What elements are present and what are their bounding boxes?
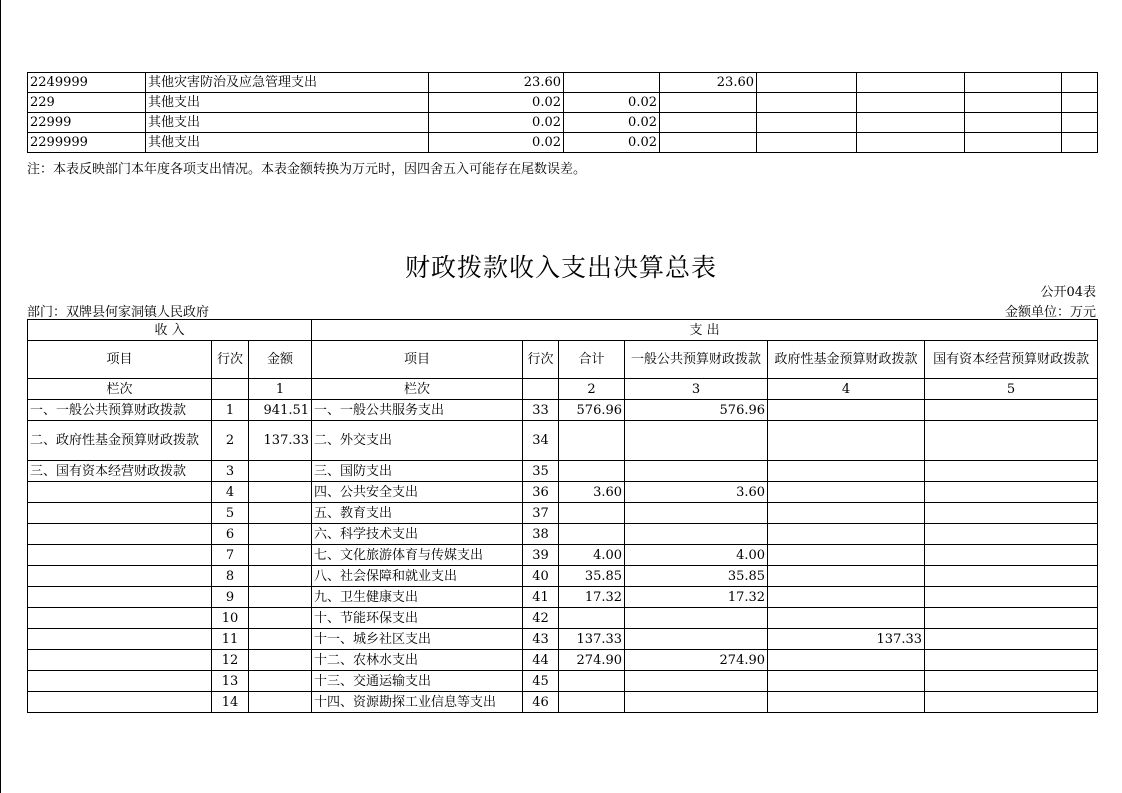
column-number-1: 1 — [249, 379, 312, 400]
expense-line-no: 46 — [523, 692, 559, 713]
expense-header: 支 出 — [312, 320, 1098, 341]
expense-total — [559, 421, 625, 461]
fund-budget-header: 政府性基金预算财政拨款 — [768, 341, 925, 379]
table-row — [28, 93, 1098, 113]
blank-cell — [757, 133, 857, 153]
expense-item: 三、国防支出 — [312, 461, 523, 482]
expense-item: 二、外交支出 — [312, 421, 523, 461]
blank-cell — [757, 93, 857, 113]
blank-cell — [965, 113, 1062, 133]
expense-line-no: 40 — [523, 566, 559, 587]
state-capital-amount — [925, 629, 1098, 650]
expense-line-no: 37 — [523, 503, 559, 524]
fund-budget-amount — [768, 421, 925, 461]
blank-cell — [857, 73, 965, 93]
project-amount — [660, 133, 757, 153]
expense-line-no: 43 — [523, 629, 559, 650]
income-item — [28, 587, 212, 608]
project-amount — [660, 113, 757, 133]
expense-item: 六、科学技术支出 — [312, 524, 523, 545]
fund-budget-amount — [768, 545, 925, 566]
page-border — [0, 0, 1, 793]
amount-unit-label: 金额单位：万元 — [1004, 305, 1096, 320]
general-budget-amount — [625, 692, 768, 713]
table-row — [28, 524, 1098, 545]
income-line-no: 8 — [212, 566, 249, 587]
income-amount — [249, 566, 312, 587]
total-amount: 23.60 — [429, 73, 564, 93]
expense-item: 十、节能环保支出 — [312, 608, 523, 629]
project-amount: 23.60 — [660, 73, 757, 93]
income-amount — [249, 692, 312, 713]
general-budget-amount: 17.32 — [625, 587, 768, 608]
income-line-no: 5 — [212, 503, 249, 524]
expense-total — [559, 608, 625, 629]
table-row — [28, 692, 1098, 713]
subject-name: 其他支出 — [146, 93, 429, 113]
income-amount: 137.33 — [249, 421, 312, 461]
general-budget-amount — [625, 461, 768, 482]
state-capital-amount — [925, 671, 1098, 692]
state-capital-amount — [925, 503, 1098, 524]
state-capital-amount — [925, 566, 1098, 587]
total-amount: 0.02 — [429, 133, 564, 153]
subject-code: 229 — [28, 93, 146, 113]
table-row — [28, 629, 1098, 650]
income-item — [28, 671, 212, 692]
expense-line-no: 38 — [523, 524, 559, 545]
table-row — [28, 482, 1098, 503]
appropriation-summary-table — [27, 319, 1098, 713]
state-capital-amount — [925, 650, 1098, 671]
general-budget-amount — [625, 608, 768, 629]
income-line-no: 3 — [212, 461, 249, 482]
column-number-3: 3 — [625, 379, 768, 400]
income-amount — [249, 482, 312, 503]
fund-budget-amount: 137.33 — [768, 629, 925, 650]
general-budget-amount: 576.96 — [625, 400, 768, 421]
blank-cell — [965, 133, 1062, 153]
income-line-no: 9 — [212, 587, 249, 608]
fund-budget-amount — [768, 692, 925, 713]
subject-name: 其他支出 — [146, 113, 429, 133]
income-column-label: 栏次 — [28, 379, 212, 400]
state-capital-amount — [925, 545, 1098, 566]
general-budget-header: 一般公共预算财政拨款 — [625, 341, 768, 379]
total-amount: 0.02 — [429, 113, 564, 133]
income-line-no: 13 — [212, 671, 249, 692]
income-item — [28, 524, 212, 545]
income-item: 一、一般公共预算财政拨款 — [28, 400, 212, 421]
income-line-header: 行次 — [212, 341, 249, 379]
expense-total — [559, 671, 625, 692]
expense-line-header: 行次 — [523, 341, 559, 379]
expense-total — [559, 524, 625, 545]
expense-item: 九、卫生健康支出 — [312, 587, 523, 608]
table-row — [28, 73, 1098, 93]
subject-name: 其他支出 — [146, 133, 429, 153]
expense-item: 四、公共安全支出 — [312, 482, 523, 503]
fund-budget-amount — [768, 524, 925, 545]
income-line-no: 7 — [212, 545, 249, 566]
general-budget-amount — [625, 671, 768, 692]
expense-total — [559, 461, 625, 482]
expense-line-no: 33 — [523, 400, 559, 421]
income-amount — [249, 524, 312, 545]
state-capital-amount — [925, 421, 1098, 461]
fund-budget-amount — [768, 587, 925, 608]
expense-column-label: 栏次 — [312, 379, 523, 400]
expense-total: 274.90 — [559, 650, 625, 671]
income-amount — [249, 461, 312, 482]
income-amount — [249, 629, 312, 650]
income-item — [28, 545, 212, 566]
general-budget-amount — [625, 503, 768, 524]
table-row — [28, 545, 1098, 566]
blank-cell — [857, 93, 965, 113]
subject-name: 其他灾害防治及应急管理支出 — [146, 73, 429, 93]
subject-code: 2299999 — [28, 133, 146, 153]
expense-item: 七、文化旅游体育与传媒支出 — [312, 545, 523, 566]
income-item — [28, 629, 212, 650]
income-line-no: 4 — [212, 482, 249, 503]
income-line-no: 6 — [212, 524, 249, 545]
expense-line-no: 39 — [523, 545, 559, 566]
blank-cell — [965, 73, 1062, 93]
column-number-5: 5 — [925, 379, 1098, 400]
table-row — [28, 133, 1098, 153]
table-row — [28, 650, 1098, 671]
state-capital-amount — [925, 400, 1098, 421]
state-capital-amount — [925, 692, 1098, 713]
expense-item: 五、教育支出 — [312, 503, 523, 524]
project-amount — [660, 93, 757, 113]
expense-line-no: 44 — [523, 650, 559, 671]
general-budget-amount: 3.60 — [625, 482, 768, 503]
income-amount — [249, 503, 312, 524]
blank-cell — [1062, 133, 1098, 153]
expense-item: 八、社会保障和就业支出 — [312, 566, 523, 587]
income-amount — [249, 671, 312, 692]
fund-budget-amount — [768, 608, 925, 629]
fund-budget-amount — [768, 503, 925, 524]
expense-item-header: 项目 — [312, 341, 523, 379]
income-amount-header: 金额 — [249, 341, 312, 379]
blank-cell — [523, 379, 559, 400]
expense-total: 17.32 — [559, 587, 625, 608]
total-header: 合计 — [559, 341, 625, 379]
income-item — [28, 608, 212, 629]
income-item-header: 项目 — [28, 341, 212, 379]
basic-amount: 0.02 — [564, 113, 660, 133]
table-note: 注：本表反映部门本年度各项支出情况。本表金额转换为万元时，因四舍五入可能存在尾数误差。 — [27, 162, 587, 177]
blank-cell — [1062, 73, 1098, 93]
table-row — [28, 461, 1098, 482]
general-budget-amount: 4.00 — [625, 545, 768, 566]
column-number-2: 2 — [559, 379, 625, 400]
income-amount: 941.51 — [249, 400, 312, 421]
income-item — [28, 503, 212, 524]
expense-line-no: 45 — [523, 671, 559, 692]
income-line-no: 10 — [212, 608, 249, 629]
state-capital-amount — [925, 608, 1098, 629]
expense-item: 十一、城乡社区支出 — [312, 629, 523, 650]
page-title: 财政拨款收入支出决算总表 — [404, 253, 717, 282]
state-capital-amount — [925, 482, 1098, 503]
table-row — [28, 113, 1098, 133]
table-row — [28, 421, 1098, 461]
income-line-no: 1 — [212, 400, 249, 421]
table-row — [28, 503, 1098, 524]
table-row — [28, 587, 1098, 608]
income-line-no: 11 — [212, 629, 249, 650]
income-item: 三、国有资本经营财政拨款 — [28, 461, 212, 482]
expense-total: 137.33 — [559, 629, 625, 650]
fund-budget-amount — [768, 400, 925, 421]
income-amount — [249, 608, 312, 629]
total-amount: 0.02 — [429, 93, 564, 113]
income-amount — [249, 587, 312, 608]
blank-cell — [1062, 93, 1098, 113]
income-item — [28, 692, 212, 713]
subject-code: 22999 — [28, 113, 146, 133]
basic-amount — [564, 73, 660, 93]
general-budget-amount — [625, 524, 768, 545]
fund-budget-amount — [768, 566, 925, 587]
expense-total: 3.60 — [559, 482, 625, 503]
subject-code: 2249999 — [28, 73, 146, 93]
expense-line-no: 36 — [523, 482, 559, 503]
expense-line-no: 34 — [523, 421, 559, 461]
department-label: 部门：双牌县何家洞镇人民政府 — [27, 305, 210, 320]
expense-item: 十三、交通运输支出 — [312, 671, 523, 692]
column-number-4: 4 — [768, 379, 925, 400]
expense-item: 十二、农林水支出 — [312, 650, 523, 671]
expense-item: 十四、资源勘探工业信息等支出 — [312, 692, 523, 713]
income-line-no: 14 — [212, 692, 249, 713]
blank-cell — [857, 133, 965, 153]
table-row — [28, 671, 1098, 692]
income-item — [28, 482, 212, 503]
fund-budget-amount — [768, 671, 925, 692]
blank-cell — [965, 93, 1062, 113]
blank-cell — [757, 113, 857, 133]
expense-line-no: 35 — [523, 461, 559, 482]
income-line-no: 2 — [212, 421, 249, 461]
income-item — [28, 650, 212, 671]
general-budget-amount: 274.90 — [625, 650, 768, 671]
fund-budget-amount — [768, 482, 925, 503]
expense-total — [559, 692, 625, 713]
income-item — [28, 566, 212, 587]
fund-budget-amount — [768, 650, 925, 671]
expense-detail-table — [27, 72, 1098, 153]
fund-budget-amount — [768, 461, 925, 482]
expense-total — [559, 503, 625, 524]
basic-amount: 0.02 — [564, 133, 660, 153]
state-capital-amount — [925, 587, 1098, 608]
state-capital-header: 国有资本经营预算财政拨款 — [925, 341, 1098, 379]
income-line-no: 12 — [212, 650, 249, 671]
income-amount — [249, 650, 312, 671]
blank-cell — [1062, 113, 1098, 133]
expense-total: 4.00 — [559, 545, 625, 566]
income-header: 收 入 — [28, 320, 312, 341]
table-row — [28, 608, 1098, 629]
basic-amount: 0.02 — [564, 93, 660, 113]
income-amount — [249, 545, 312, 566]
expense-total: 576.96 — [559, 400, 625, 421]
state-capital-amount — [925, 524, 1098, 545]
table-row — [28, 400, 1098, 421]
general-budget-amount — [625, 629, 768, 650]
expense-item: 一、一般公共服务支出 — [312, 400, 523, 421]
state-capital-amount — [925, 461, 1098, 482]
general-budget-amount: 35.85 — [625, 566, 768, 587]
blank-cell — [857, 113, 965, 133]
general-budget-amount — [625, 421, 768, 461]
income-item: 二、政府性基金预算财政拨款 — [28, 421, 212, 461]
expense-line-no: 41 — [523, 587, 559, 608]
table-row — [28, 566, 1098, 587]
expense-total: 35.85 — [559, 566, 625, 587]
form-code: 公开04表 — [1040, 285, 1096, 300]
blank-cell — [212, 379, 249, 400]
expense-line-no: 42 — [523, 608, 559, 629]
blank-cell — [757, 73, 857, 93]
